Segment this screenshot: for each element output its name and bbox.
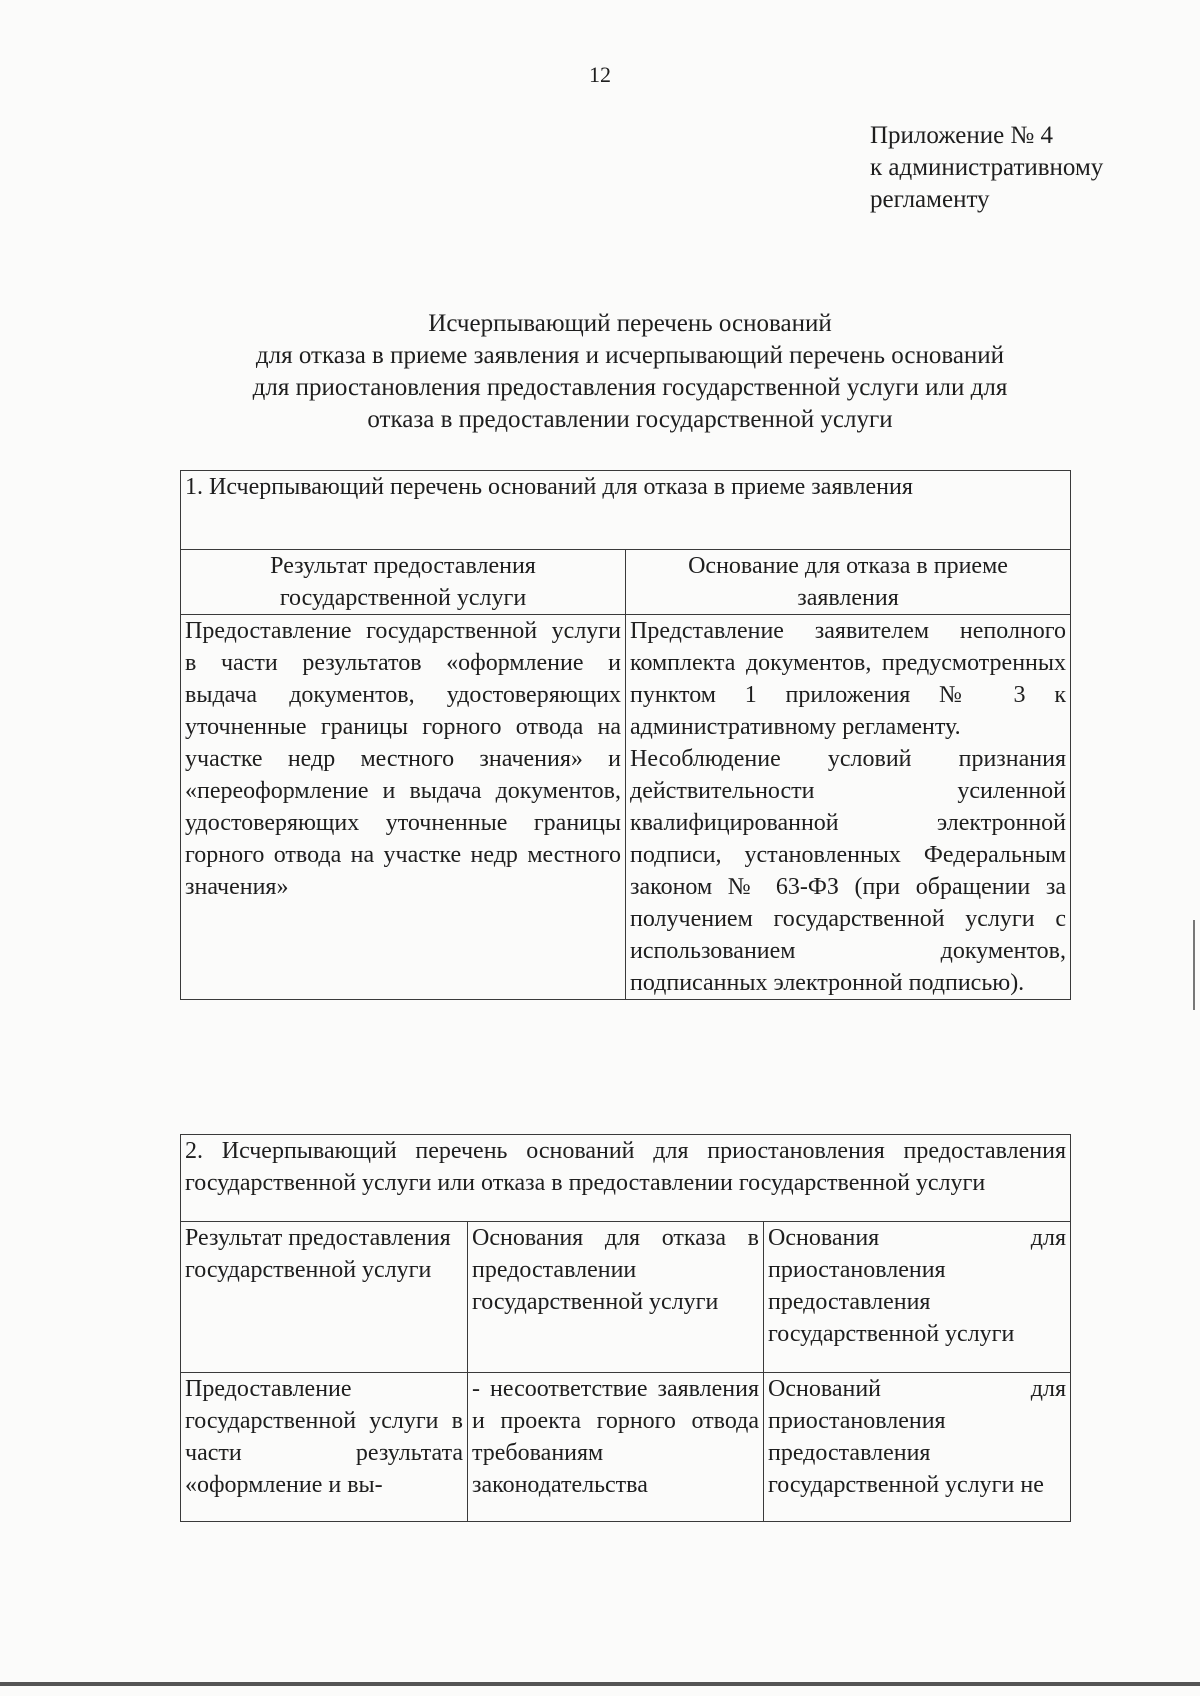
scan-margin-mark [1193,920,1195,1010]
title-line-4: отказа в предоставлении государственной услуги [367,406,893,433]
title-line-3: для приостановления предоставления государственной услуги или для [252,374,1008,401]
column-header-result [181,550,626,615]
column-header-reason-line-2: заявления [797,585,899,611]
column-header-reason [626,550,1071,615]
page-number: 12 [589,62,611,87]
section-2-heading: 2. Исчерпывающий перечень оснований для приостановления предоставления государственной услуги или отказа в предоставлении государственной услуги [181,1135,1071,1222]
title-line-1: Исчерпывающий перечень оснований [428,310,832,337]
section-1-heading: 1. Исчерпывающий перечень оснований для отказа в приеме заявления [181,471,1071,550]
refusal-reason-1: Представление заявителем неполного комплекта документов, предусмотренных пунктом 1 приложения № 3 к административному регламенту. [630,618,1067,740]
scan-bottom-edge [0,1682,1200,1686]
title-line-2: для отказа в приеме заявления и исчерпывающий перечень оснований [255,342,1005,369]
appendix-line-3: регламенту [870,186,990,213]
appendix-reference [870,120,1103,216]
suspension-refusal-table [180,1134,1071,1522]
appendix-line-2: к административному [870,154,1104,181]
column-header-result-line-2: государственной услуги [279,585,527,611]
column-header-reason-line-1: Основание для отказа в приеме [688,553,1008,579]
column-header-refusal-grounds: Основания для отказа в предоставлении государственной услуги [468,1222,764,1373]
column-header-result-line-1: Результат предоставления [270,553,536,579]
column-header-service-result: Результат предоставления государственной услуги [181,1222,468,1373]
cell-service-result: Предоставление государственной услуги в части результатов «оформление и выдача документов, удостоверяющих уточненные границы горного отвода на участке недр местного значения» и «переоформление и выдача документов, удостоверяющих уточненные границы горного отвода на участке недр местного значения» [181,615,626,1000]
cell-service-result-2: Предоставление государственной услуги в части результата «оформление и вы- [181,1373,468,1522]
appendix-line-1: Приложение № 4 [870,122,1054,149]
cell-refusal-reasons [626,615,1071,1000]
column-header-suspension-grounds: Основания для приостановления предоставления государственной услуги [764,1222,1071,1373]
refusal-reason-2: Несоблюдение условий признания действительности усиленной квалифицированной электронной подписи, установленных Федеральным законом № 63-ФЗ (при обращении за получением государственной услуги с использованием документов, подписанных электронной подписью). [630,746,1067,996]
cell-suspension-grounds: Оснований для приостановления предоставления государственной услуги не [764,1373,1071,1522]
cell-refusal-grounds: - несоответствие заявления и проекта горного отвода требованиям законодательства [468,1373,764,1522]
document-title [180,308,1080,436]
refusal-acceptance-table [180,470,1071,1000]
